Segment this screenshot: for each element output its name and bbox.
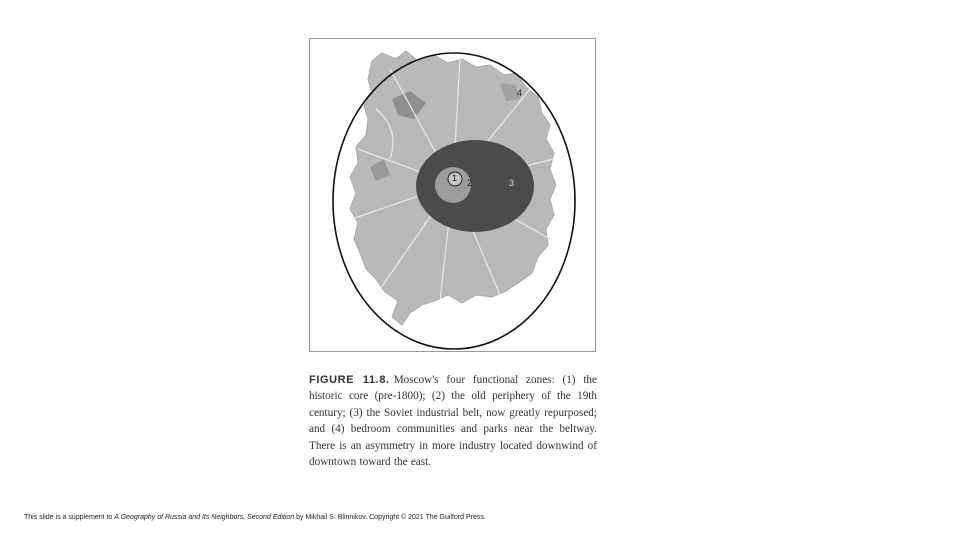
zone-label-3: 3 — [509, 178, 515, 188]
figure-caption — [309, 372, 597, 470]
book-title: A Geography of Russia and Its Neighbors, Second Edition — [114, 514, 295, 521]
footer-prefix: This slide is a supplement to — [24, 514, 115, 521]
zone-label-2: 2 — [467, 178, 473, 188]
copyright-footer — [24, 514, 486, 521]
zone-label-1: 1 — [452, 173, 458, 183]
map-graphic — [310, 39, 596, 352]
moscow-zones-map — [309, 38, 596, 352]
zone-3-industrial-belt — [416, 140, 534, 232]
caption-text: Moscow's four functional zones: (1) the historic core (pre-1800); (2) the old periphery of the 19th century; (3) the Soviet industrial belt, now greatly repurposed; and (4) bedroom communities and parks near the beltway. There is an asymmetry in more industry located downwind of downtown toward the east. — [309, 374, 597, 469]
zone-label-4: 4 — [517, 88, 523, 98]
figure-number: FIGURE 11.8. — [309, 374, 390, 386]
footer-suffix: by Mikhail S. Blinnikov. Copyright © 2021 The Guilford Press. — [294, 514, 486, 521]
